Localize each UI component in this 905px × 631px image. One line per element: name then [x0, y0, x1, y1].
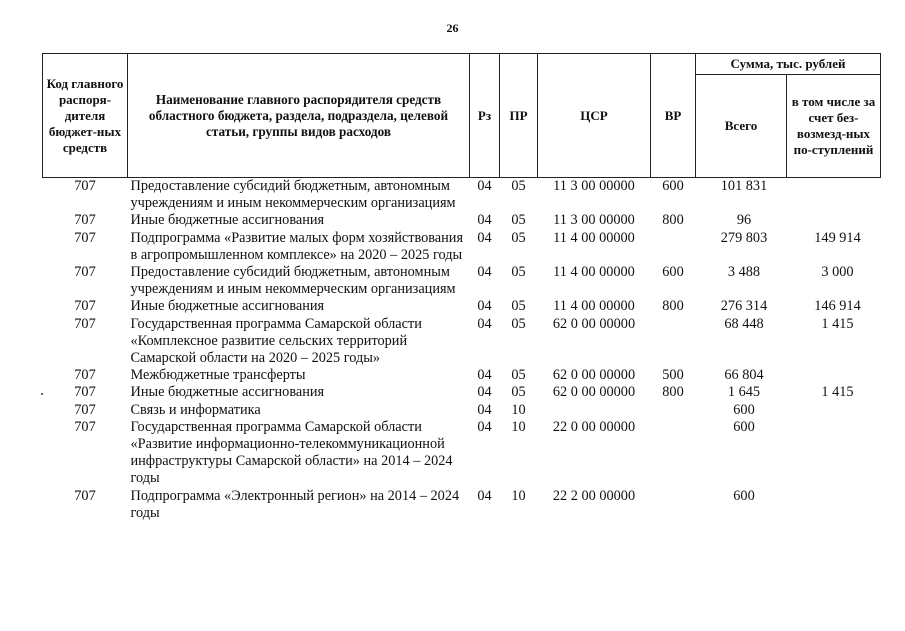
row-rz: 04 — [477, 264, 492, 281]
row-vr: 800 — [662, 212, 684, 229]
row-rz: 04 — [477, 384, 492, 401]
row-pr: 05 — [511, 264, 526, 281]
row-vr — [651, 419, 696, 488]
table-row — [43, 212, 881, 229]
row-grants: 1 415 — [821, 315, 854, 332]
row-vr — [651, 316, 696, 368]
row-name: Предоставление субсидий бюджетным, автономным учреждениям и иным некоммерческим организациям — [130, 178, 456, 212]
table-row — [43, 384, 881, 401]
row-grants — [787, 212, 881, 229]
row-name: Подпрограмма «Развитие малых форм хозяйствования в агропромышленном комплексе» на 2020 – 2025 годы — [130, 229, 464, 263]
row-vr — [651, 230, 696, 264]
row-csr — [538, 402, 651, 419]
row-csr: 11 4 00 00000 — [553, 298, 635, 315]
scan-mark — [41, 393, 43, 395]
row-total: 279 803 — [720, 229, 768, 246]
row-code: 707 — [74, 229, 96, 246]
row-code: 707 — [74, 315, 96, 332]
row-csr: 11 3 00 00000 — [553, 178, 635, 194]
row-total: 96 — [736, 212, 752, 229]
row-total: 600 — [733, 487, 755, 504]
row-vr: 600 — [662, 178, 684, 194]
row-pr: 10 — [511, 487, 526, 504]
row-csr: 22 2 00 00000 — [552, 487, 636, 504]
budget-table — [42, 53, 881, 522]
header-pr: ПР — [500, 54, 538, 178]
row-grants — [787, 488, 881, 522]
row-rz: 04 — [477, 229, 492, 246]
row-rz: 04 — [477, 487, 492, 504]
row-code: 707 — [74, 384, 96, 401]
header-rz: Рз — [470, 54, 500, 178]
table-header — [43, 54, 881, 178]
row-grants: 146 914 — [814, 298, 861, 315]
row-total: 3 488 — [727, 264, 761, 281]
row-name: Предоставление субсидий бюджетным, автономным учреждениям и иным некоммерческим организациям — [130, 264, 456, 298]
row-code: 707 — [74, 418, 96, 435]
table-row — [43, 264, 881, 298]
row-grants: 149 914 — [814, 229, 861, 246]
table-row — [43, 316, 881, 368]
row-code: 707 — [74, 367, 96, 384]
row-rz: 04 — [477, 418, 492, 435]
table-row — [43, 419, 881, 488]
row-total: 1 645 — [727, 384, 761, 401]
row-rz: 04 — [477, 315, 492, 332]
row-pr: 05 — [511, 178, 526, 194]
row-code: 707 — [74, 264, 96, 281]
header-code: Код главного распоря-дителя бюджет-ных средств — [43, 54, 128, 178]
row-grants — [787, 419, 881, 488]
table-row — [43, 178, 881, 213]
table-row — [43, 367, 881, 384]
header-grants: в том числе за счет без-возмезд-ных по-ступлений — [787, 75, 881, 178]
row-name: Иные бюджетные ассигнования — [130, 212, 325, 229]
row-total: 600 — [733, 401, 755, 418]
row-total: 66 804 — [724, 367, 764, 384]
header-sum: Сумма, тыс. рублей — [696, 54, 881, 75]
row-csr: 11 3 00 00000 — [553, 212, 635, 229]
row-vr — [651, 402, 696, 419]
row-total: 68 448 — [724, 315, 764, 332]
row-vr: 500 — [662, 367, 684, 384]
row-name: Связь и информатика — [130, 401, 261, 418]
table-row — [43, 402, 881, 419]
row-rz: 04 — [477, 298, 492, 315]
header-total: Всего — [696, 75, 787, 178]
header-csr: ЦСР — [538, 54, 651, 178]
row-pr: 05 — [511, 229, 526, 246]
row-rz: 04 — [477, 212, 492, 229]
table-row — [43, 230, 881, 264]
row-code: 707 — [74, 178, 96, 194]
row-vr: 600 — [662, 264, 684, 281]
row-grants: 3 000 — [821, 264, 854, 281]
row-vr — [651, 488, 696, 522]
row-grants — [787, 178, 881, 213]
table-body — [43, 178, 881, 523]
row-total: 600 — [733, 418, 755, 435]
row-name: Иные бюджетные ассигнования — [130, 298, 325, 315]
row-pr: 05 — [511, 367, 526, 384]
row-code: 707 — [74, 401, 96, 418]
row-rz: 04 — [477, 401, 492, 418]
row-vr: 800 — [662, 384, 684, 401]
row-grants: 1 415 — [821, 384, 854, 401]
row-vr: 800 — [662, 298, 684, 315]
row-name: Государственная программа Самарской области «Комплексное развитие сельских территорий Самарской области на 2020 – 2025 годы» — [130, 315, 422, 367]
row-pr: 10 — [511, 401, 526, 418]
row-csr: 62 0 00 00000 — [552, 384, 636, 401]
row-csr: 11 4 00 00000 — [553, 229, 635, 246]
row-rz: 04 — [477, 178, 492, 194]
row-total: 101 831 — [720, 178, 768, 194]
row-grants — [787, 367, 881, 384]
row-total: 276 314 — [720, 298, 768, 315]
row-csr: 11 4 00 00000 — [553, 264, 635, 281]
row-pr: 05 — [511, 315, 526, 332]
row-code: 707 — [74, 212, 96, 229]
row-name: Подпрограмма «Электронный регион» на 2014 – 2024 годы — [130, 487, 460, 521]
row-name: Государственная программа Самарской области «Развитие информационно-телекоммуникационной инфраструктуры Самарской области» на 2014 – 2024 годы — [130, 418, 453, 487]
header-name: Наименование главного распорядителя средств областного бюджета, раздела, подраздела, целевой статьи, группы видов расходов — [128, 54, 470, 178]
row-name: Иные бюджетные ассигнования — [130, 384, 325, 401]
page-number: 26 — [446, 21, 459, 35]
row-pr: 05 — [511, 298, 526, 315]
row-pr: 05 — [511, 212, 526, 229]
table-row — [43, 488, 881, 522]
row-code: 707 — [74, 487, 96, 504]
row-csr: 22 0 00 00000 — [552, 418, 636, 435]
row-grants — [787, 402, 881, 419]
table-row — [43, 298, 881, 315]
row-name: Межбюджетные трансферты — [130, 367, 306, 384]
row-csr: 62 0 00 00000 — [552, 315, 636, 332]
row-pr: 05 — [511, 384, 526, 401]
row-pr: 10 — [511, 418, 526, 435]
row-code: 707 — [74, 298, 96, 315]
row-rz: 04 — [477, 367, 492, 384]
row-csr: 62 0 00 00000 — [552, 367, 636, 384]
header-vr: ВР — [651, 54, 696, 178]
